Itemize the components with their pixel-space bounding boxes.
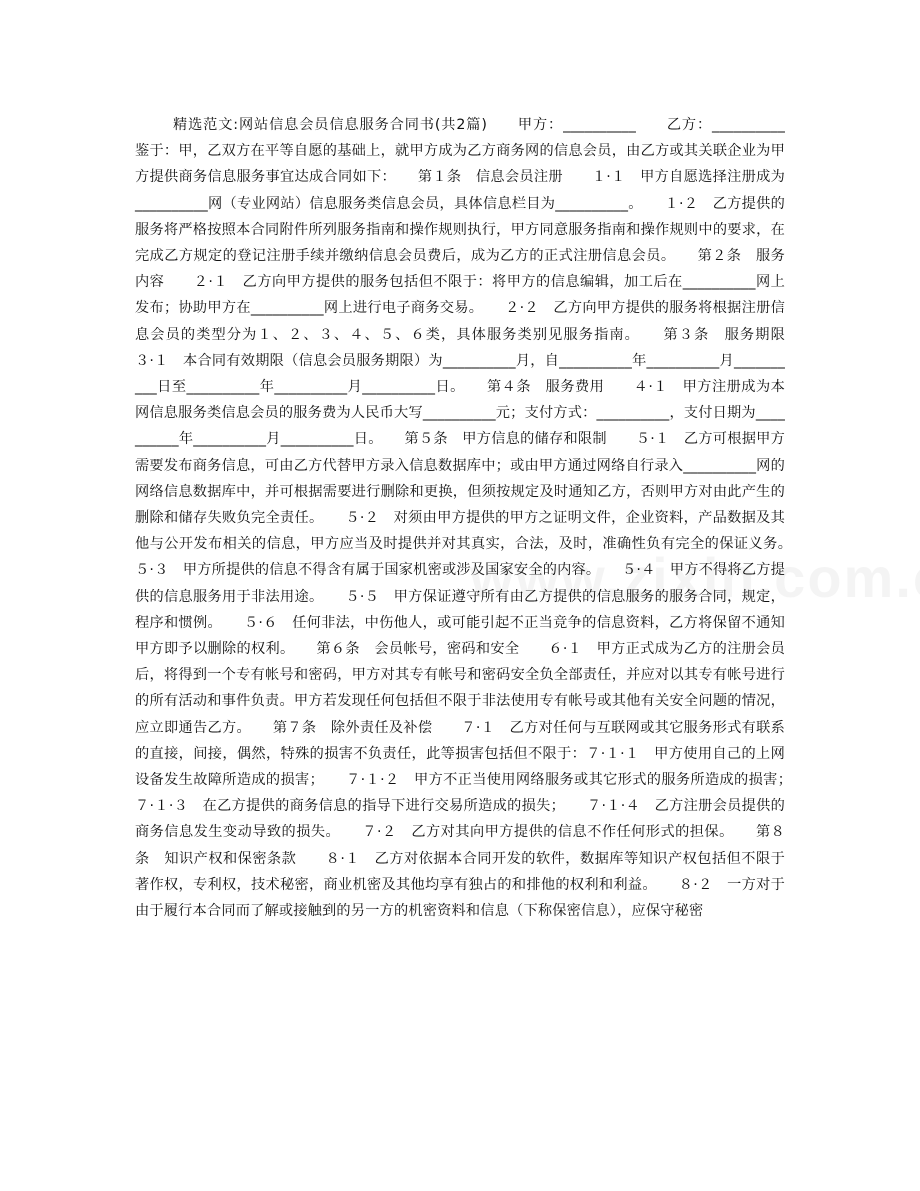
contract-body-text: 精选范文:网站信息会员信息服务合同书(共2篇) 甲方：__________ 乙方：__________ 鉴于：甲，乙双方在平等自愿的基础上，就甲方成为乙方商务网的信息会员，由乙方或其关联企业为甲方提供商务信息服务事宜达成合同如下： 第１条 信息会员注册 １·１ 甲方自愿选择注册成为__________网（专业网站）信息服务类信息会员，具体信息栏目为__________。 １·２ 乙方提供的服务将严格按照本合同附件所列服务指南和操作规则执行，甲方同意服务指南和操作规则中的要求，在完成乙方规定的登记注册手续并缴纳信息会员费后，成为乙方的正式注册信息会员。 第２条 服务内容 ２·１ 乙方向甲方提供的服务包括但不限于：将甲方的信息编辑，加工后在__________网上发布；协助甲方在__________网上进行电子商务交易。 ２·２ 乙方向甲方提供的服务将根据注册信息会员的类型分为１、２、３、４、５、６类，具体服务类别见服务指南。 第３条 服务期限 ３·１ 本合同有效期限（信息会员服务期限）为__________月，自__________年__________月__________日至__________年__________月__________日。 第４条 服务费用 ４·１ 甲方注册成为本网信息服务类信息会员的服务费为人民币大写__________元；支付方式：__________，支付日期为__________年__________月__________日。 第５条 甲方信息的储存和限制 ５·１ 乙方可根据甲方需要发布商务信息，可由乙方代替甲方录入信息数据库中；或由甲方通过网络自行录入__________网的网络信息数据库中，并可根据需要进行删除和更换，但须按规定及时通知乙方，否则甲方对由此产生的删除和储存失败负完全责任。 ５·２ 对须由甲方提供的甲方之证明文件，企业资料，产品数据及其他与公开发布相关的信息，甲方应当及时提供并对其真实，合法，及时，准确性负有完全的保证义务。 ５·３ 甲方所提供的信息不得含有属于国家机密或涉及国家安全的内容。 ５·４ 甲方不得将乙方提供的信息服务用于非法用途。 ５·５ 甲方保证遵守所有由乙方提供的信息服务的服务合同，规定，程序和惯例。 ５·６ 任何非法，中伤他人，或可能引起不正当竞争的信息资料，乙方将保留不通知甲方即予以删除的权利。 第６条 会员帐号，密码和安全 ６·１ 甲方正式成为乙方的注册会员后，将得到一个专有帐号和密码，甲方对其专有帐号和密码安全负全部责任，并应对以其专有帐号进行的所有活动和事件负责。甲方若发现任何包括但不限于非法使用专有帐号或其他有关安全问题的情况，应立即通告乙方。 第７条 除外责任及补偿 ７·１ 乙方对任何与互联网或其它服务形式有联系的直接，间接，偶然，特殊的损害不负责任，此等损害包括但不限于：７·１·１ 甲方使用自己的上网设备发生故障所造成的损害； ７·１·２ 甲方不正当使用网络服务或其它形式的服务所造成的损害； ７·１·３ 在乙方提供的商务信息的指导下进行交易所造成的损失； ７·１·４ 乙方注册会员提供的商务信息发生变动导致的损失。 ７·２ 乙方对其向甲方提供的信息不作任何形式的担保。 第８条 知识产权和保密条款 ８·１ 乙方对依据本合同开发的软件，数据库等知识产权包括但不限于著作权，专利权，技术秘密，商业机密及其他均享有独占的和排他的权利和利益。 ８·２ 一方对于由于履行本合同而了解或接触到的另一方的机密资料和信息（下称保密信息），应保守秘密 (135, 117, 814, 920)
